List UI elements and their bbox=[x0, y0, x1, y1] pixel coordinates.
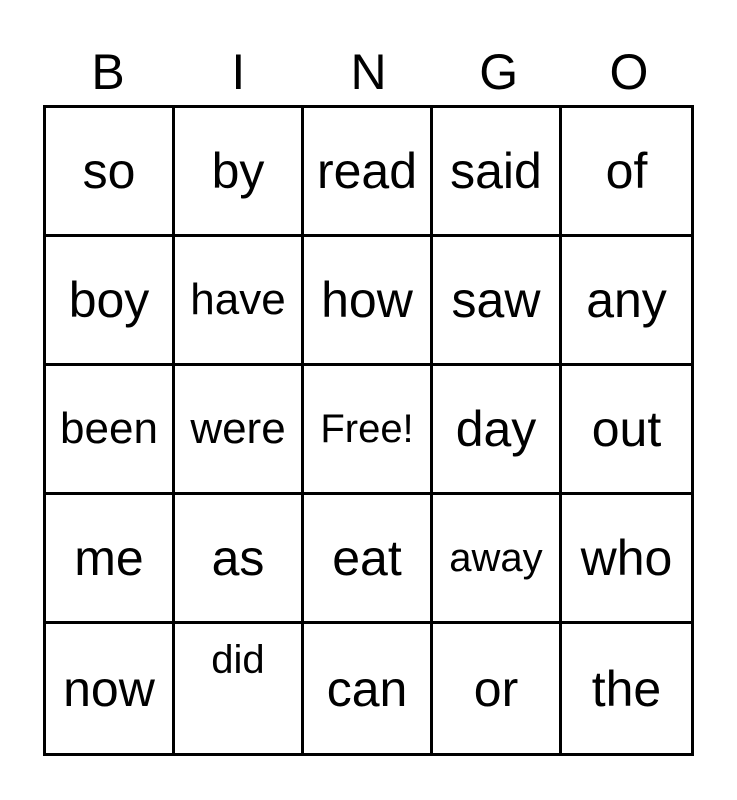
bingo-cell: away bbox=[433, 495, 562, 624]
bingo-cell: as bbox=[175, 495, 304, 624]
bingo-cell: said bbox=[433, 108, 562, 237]
bingo-header bbox=[43, 40, 694, 104]
header-letter-i: I bbox=[231, 44, 246, 100]
bingo-cell: the bbox=[591, 660, 662, 717]
bingo-cell: who bbox=[562, 495, 691, 624]
bingo-card-grid bbox=[43, 105, 694, 756]
bingo-cell: can bbox=[304, 624, 433, 753]
bingo-cell: were bbox=[175, 366, 304, 495]
bingo-cell: day bbox=[433, 366, 562, 495]
bingo-cell: any bbox=[562, 237, 691, 366]
bingo-cell: so bbox=[46, 108, 175, 237]
bingo-cell: by bbox=[175, 108, 304, 237]
bingo-cell: now bbox=[46, 624, 175, 753]
bingo-cell: out bbox=[562, 366, 691, 495]
bingo-cell: of bbox=[562, 108, 691, 237]
bingo-cell: boy bbox=[46, 237, 175, 366]
header-letter-g: G bbox=[479, 44, 519, 100]
bingo-cell: or bbox=[433, 624, 562, 753]
bingo-cell: how bbox=[304, 237, 433, 366]
bingo-cell: read bbox=[304, 108, 433, 237]
bingo-cell: eat bbox=[304, 495, 433, 624]
bingo-cell: did bbox=[175, 624, 304, 753]
header-letter-n: N bbox=[350, 44, 387, 100]
header-letter-o: O bbox=[609, 44, 649, 100]
bingo-cell: me bbox=[46, 495, 175, 624]
bingo-cell: have bbox=[175, 237, 304, 366]
bingo-cell: saw bbox=[433, 237, 562, 366]
free-space-cell: Free! bbox=[304, 366, 433, 495]
header-letter-b: B bbox=[91, 44, 125, 100]
bingo-cell: been bbox=[46, 366, 175, 495]
